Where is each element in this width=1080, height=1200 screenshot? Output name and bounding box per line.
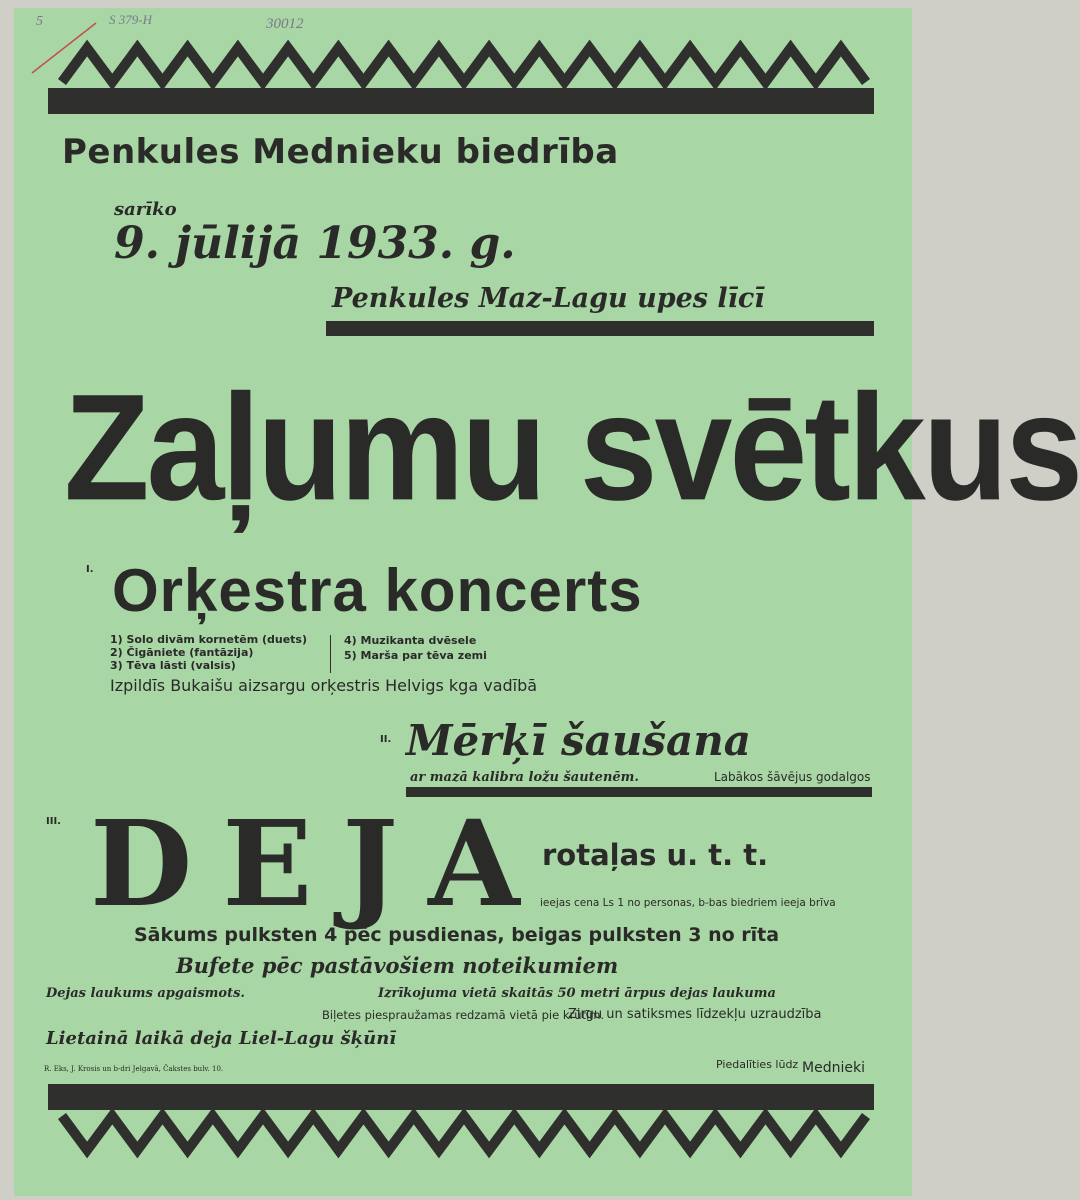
- top-zigzag-border: [54, 42, 874, 88]
- program-item: 5) Marša par tēva zemi: [344, 649, 487, 662]
- program-divider: [330, 635, 331, 673]
- buffet-note: Bufete pēc pastāvošiem noteikumiem: [176, 953, 619, 978]
- tickets-note: Biļetes piespraužamas redzamā vietā pie krūtīm.: [322, 1008, 605, 1022]
- program-item: 4) Muzikanta dvēsele: [344, 634, 477, 647]
- section2-prizes: Labākos šāvējus godalgos: [714, 770, 871, 784]
- program-list-right: [344, 633, 487, 663]
- sariko-label: sarīko: [114, 199, 177, 220]
- program-list-left: [110, 633, 307, 672]
- section2-title: Mērķī šaušana: [406, 716, 752, 765]
- organizer-name: Penkules Mednieku biedrība: [62, 132, 619, 172]
- orchestra-performer: Izpildīs Bukaišu aizsargu orķestris Helvigs kga vadībā: [110, 676, 538, 695]
- bottom-zigzag-border: [54, 1110, 874, 1156]
- bottom-border-bar: [48, 1084, 874, 1110]
- archive-mark-b: S 379-H: [109, 12, 152, 27]
- entry-fee: ieejas cena Ls 1 no personas, b-bas biedriem ieeja brīva: [540, 897, 836, 909]
- event-location: Penkules Maz-Lagu upes līcī: [332, 283, 765, 314]
- archive-mark-a: 5: [36, 14, 43, 29]
- section1-title: Orķestra koncerts: [112, 557, 643, 624]
- archive-mark-c: 30012: [266, 16, 304, 32]
- setup-note: Izrīkojuma vietā skaitās 50 metri ārpus dejas laukuma: [378, 986, 776, 1001]
- location-underline: [326, 321, 874, 336]
- event-times: Sākums pulksten 4 pēc pusdienas, beigas pulksten 3 no rīta: [134, 924, 780, 946]
- signature: Mednieki: [802, 1060, 865, 1076]
- section3-extra: rotaļas u. t. t.: [542, 838, 769, 872]
- event-date: 9. jūlijā 1933. g.: [114, 218, 516, 269]
- program-item: 1) Solo divām kornetēm (duets): [110, 633, 308, 646]
- section2-subtitle: ar mazā kalibra ložu šautenēm.: [410, 770, 639, 785]
- horses-note: Zirgu un satiksmes līdzekļu uzraudzība: [568, 1007, 822, 1022]
- invite-text: Piedalīties lūdz: [716, 1058, 799, 1071]
- section3-numeral: III.: [46, 816, 61, 827]
- poster-sheet: [14, 8, 1080, 1196]
- section2-numeral: II.: [380, 734, 392, 745]
- top-border-bar: [48, 88, 874, 114]
- event-title: Zaļumu svētkus: [64, 362, 1080, 532]
- section1-numeral: I.: [86, 564, 94, 575]
- program-item: 3) Tēva lāsti (valsis): [110, 659, 236, 672]
- printer-credit: R. Eks, J. Krosis un b-dri Jelgavā, Čakstes bulv. 10.: [44, 1065, 224, 1073]
- lighting-note: Dejas laukums apgaismots.: [46, 986, 245, 1001]
- section3-title: DEJA: [90, 794, 550, 933]
- program-item: 2) Čigāniete (fantāzija): [110, 646, 254, 659]
- rain-note: Lietainā laikā deja Liel-Lagu šķūnī: [46, 1028, 397, 1049]
